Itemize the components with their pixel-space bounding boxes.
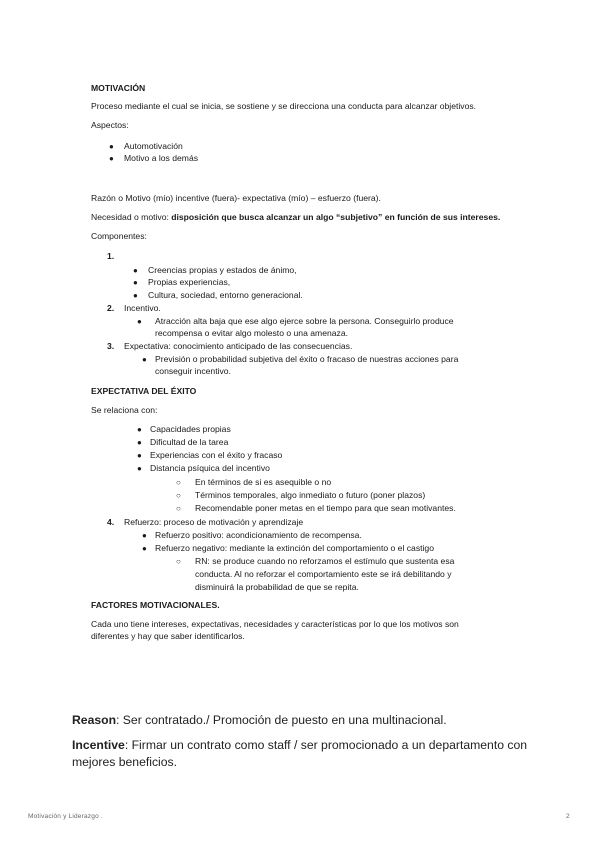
incentive-label: Incentive (72, 738, 125, 752)
circle-bullet-icon: ○ (176, 478, 181, 487)
need-text: disposición que busca alcanzar un algo “subjetivo” en función de sus intereses. (171, 212, 501, 222)
bullet-icon: ● (137, 317, 142, 326)
bullet-icon: ● (133, 266, 138, 275)
component-title: Refuerzo: proceso de motivación y aprendizaje (124, 517, 304, 527)
formula: Razón o Motivo (mío) incentive (fuera)- expectativa (mío) – esfuerzo (fuera). (91, 193, 381, 203)
section-title: FACTORES MOTIVACIONALES. (91, 600, 220, 610)
reinforcement-item: Refuerzo positivo: acondicionamiento de recompensa. (155, 530, 362, 540)
circle-bullet-icon: ○ (176, 491, 181, 500)
bullet-icon: ● (142, 531, 147, 540)
aspect-item: Automotivación (124, 141, 183, 151)
factors-text-cont: diferentes y hay que saber identificarlos. (91, 631, 245, 641)
component-item-cont: recompensa o evitar algo molesto o una amenaza. (155, 328, 348, 338)
component-title: Expectativa: conocimiento anticipado de las consecuencias. (124, 341, 353, 351)
aspect-item: Motivo a los demás (124, 153, 199, 163)
reinforcement-item: Refuerzo negativo: mediante la extinción del comportamiento o el castigo (155, 543, 434, 553)
circle-bullet-icon: ○ (176, 504, 181, 513)
need-prefix: Necesidad o motivo: (91, 212, 172, 222)
component-title: Incentivo. (124, 303, 161, 313)
bullet-icon: ● (109, 142, 114, 151)
component-item-cont: conseguir incentivo. (155, 366, 231, 376)
component-item: Cultura, sociedad, entorno generacional. (148, 290, 303, 300)
bullet-icon: ● (137, 464, 142, 473)
reason-text: : Ser contratado./ Promoción de puesto en una multinacional. (116, 713, 447, 727)
components-label: Componentes: (91, 231, 147, 241)
bullet-icon: ● (142, 544, 147, 553)
reason-label: Reason (72, 713, 117, 727)
component-number: 4. (107, 517, 115, 527)
component-number: 1. (107, 251, 115, 261)
section-title: EXPECTATIVA DEL ÉXITO (91, 386, 197, 396)
expectation-item: Capacidades propias (150, 424, 231, 434)
reason-note (72, 712, 447, 729)
incentive-note (72, 737, 527, 754)
factors-text: Cada uno tiene intereses, expectativas, necesidades y características por lo que los motivos son (91, 619, 459, 629)
page-number: 2 (566, 813, 570, 820)
expectation-subitem: Recomendable poner metas en el tiempo para que sean motivantes. (195, 503, 456, 513)
incentive-text: : Firmar un contrato como staff / ser promocionado a un departamento con (124, 738, 528, 752)
bullet-icon: ● (137, 425, 142, 434)
doc-title: MOTIVACIÓN (91, 83, 146, 93)
need-definition (91, 212, 500, 223)
bullet-icon: ● (109, 154, 114, 163)
circle-bullet-icon: ○ (176, 557, 181, 566)
component-item: Propias experiencias, (148, 277, 231, 287)
definition: Proceso mediante el cual se inicia, se sostiene y se direcciona una conducta para alcanzar objetivos. (91, 101, 477, 111)
reinforcement-subitem-cont: conducta. Al no reforzar el comportamiento este se irá debilitando y (195, 569, 452, 579)
incentive-note-cont: mejores beneficios. (72, 755, 177, 769)
aspects-label: Aspectos: (91, 120, 129, 130)
expectation-subitem: Términos temporales, algo inmediato o futuro (poner plazos) (195, 490, 426, 500)
component-item: Creencias propias y estados de ánimo, (148, 265, 297, 275)
expectation-subitem: En términos de si es asequible o no (195, 477, 332, 487)
expectation-item: Distancia psíquica del incentivo (150, 463, 270, 473)
bullet-icon: ● (133, 291, 138, 300)
footer-title: Motivación y Liderazgo . (28, 813, 103, 820)
expectation-item: Experiencias con el éxito y fracaso (150, 450, 283, 460)
component-item: Previsión o probabilidad subjetiva del éxito o fracaso de nuestras acciones para (155, 354, 459, 364)
bullet-icon: ● (142, 355, 147, 364)
component-number: 3. (107, 341, 115, 351)
bullet-icon: ● (133, 278, 138, 287)
bullet-icon: ● (137, 438, 142, 447)
bullet-icon: ● (137, 451, 142, 460)
component-number: 2. (107, 303, 115, 313)
expectation-item: Dificultad de la tarea (150, 437, 229, 447)
related-label: Se relaciona con: (91, 405, 158, 415)
component-item: Atracción alta baja que ese algo ejerce sobre la persona. Conseguirlo produce (155, 316, 454, 326)
reinforcement-subitem: RN: se produce cuando no reforzamos el estímulo que sustenta esa (195, 556, 455, 566)
reinforcement-subitem-cont: disminuirá la probabilidad de que se repita. (195, 582, 359, 592)
